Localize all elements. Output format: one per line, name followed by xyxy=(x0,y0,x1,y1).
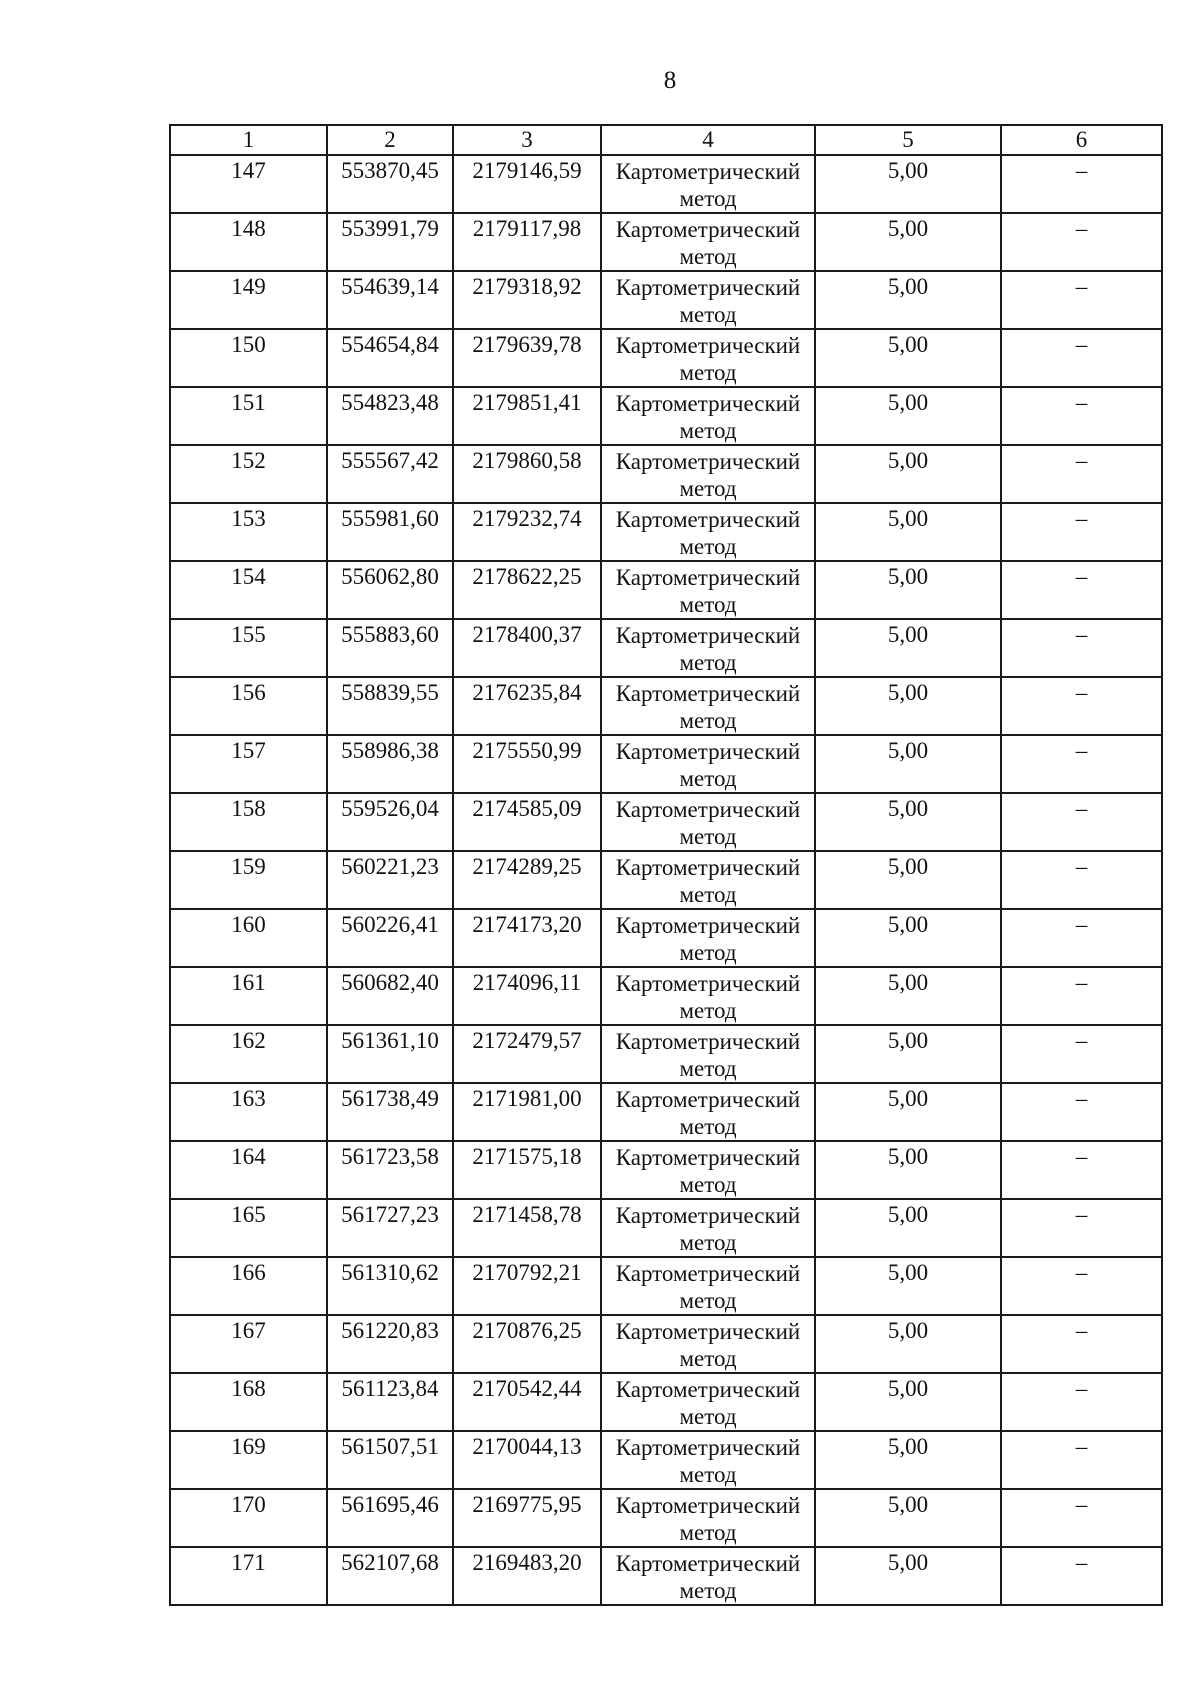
table-row xyxy=(170,1373,1162,1431)
note-cell: – xyxy=(1001,271,1162,329)
method-cell: Картометрический метод xyxy=(601,677,815,735)
method-cell: Картометрический метод xyxy=(601,1141,815,1199)
method-cell: Картометрический метод xyxy=(601,1315,815,1373)
header-col-2: 2 xyxy=(327,125,453,155)
method-cell: Картометрический метод xyxy=(601,1489,815,1547)
table-row xyxy=(170,1025,1162,1083)
x-coordinate-cell: 554823,48 xyxy=(327,387,453,445)
method-cell: Картометрический метод xyxy=(601,561,815,619)
x-coordinate-cell: 561695,46 xyxy=(327,1489,453,1547)
x-coordinate-cell: 561507,51 xyxy=(327,1431,453,1489)
table-row xyxy=(170,1431,1162,1489)
point-number-cell: 147 xyxy=(170,155,327,213)
point-number-cell: 166 xyxy=(170,1257,327,1315)
table-row xyxy=(170,793,1162,851)
point-number-cell: 155 xyxy=(170,619,327,677)
accuracy-cell: 5,00 xyxy=(815,503,1001,561)
y-coordinate-cell: 2178400,37 xyxy=(453,619,601,677)
y-coordinate-cell: 2179232,74 xyxy=(453,503,601,561)
accuracy-cell: 5,00 xyxy=(815,329,1001,387)
table-row xyxy=(170,1141,1162,1199)
table-row xyxy=(170,271,1162,329)
point-number-cell: 156 xyxy=(170,677,327,735)
method-cell: Картометрический метод xyxy=(601,445,815,503)
x-coordinate-cell: 561738,49 xyxy=(327,1083,453,1141)
x-coordinate-cell: 558986,38 xyxy=(327,735,453,793)
point-number-cell: 149 xyxy=(170,271,327,329)
method-cell: Картометрический метод xyxy=(601,155,815,213)
method-cell: Картометрический метод xyxy=(601,1025,815,1083)
table-row xyxy=(170,1489,1162,1547)
accuracy-cell: 5,00 xyxy=(815,1083,1001,1141)
point-number-cell: 170 xyxy=(170,1489,327,1547)
point-number-cell: 163 xyxy=(170,1083,327,1141)
y-coordinate-cell: 2169775,95 xyxy=(453,1489,601,1547)
table-row xyxy=(170,967,1162,1025)
point-number-cell: 159 xyxy=(170,851,327,909)
y-coordinate-cell: 2179851,41 xyxy=(453,387,601,445)
point-number-cell: 151 xyxy=(170,387,327,445)
method-cell: Картометрический метод xyxy=(601,1431,815,1489)
accuracy-cell: 5,00 xyxy=(815,851,1001,909)
accuracy-cell: 5,00 xyxy=(815,619,1001,677)
y-coordinate-cell: 2170876,25 xyxy=(453,1315,601,1373)
y-coordinate-cell: 2170044,13 xyxy=(453,1431,601,1489)
table-row xyxy=(170,155,1162,213)
table-row xyxy=(170,503,1162,561)
note-cell: – xyxy=(1001,851,1162,909)
note-cell: – xyxy=(1001,1431,1162,1489)
method-cell: Картометрический метод xyxy=(601,271,815,329)
accuracy-cell: 5,00 xyxy=(815,387,1001,445)
table-row xyxy=(170,561,1162,619)
accuracy-cell: 5,00 xyxy=(815,1141,1001,1199)
note-cell: – xyxy=(1001,735,1162,793)
point-number-cell: 154 xyxy=(170,561,327,619)
note-cell: – xyxy=(1001,967,1162,1025)
y-coordinate-cell: 2179117,98 xyxy=(453,213,601,271)
accuracy-cell: 5,00 xyxy=(815,155,1001,213)
x-coordinate-cell: 562107,68 xyxy=(327,1547,453,1605)
table-row xyxy=(170,1547,1162,1605)
accuracy-cell: 5,00 xyxy=(815,1431,1001,1489)
header-col-6: 6 xyxy=(1001,125,1162,155)
note-cell: – xyxy=(1001,213,1162,271)
note-cell: – xyxy=(1001,1489,1162,1547)
method-cell: Картометрический метод xyxy=(601,619,815,677)
accuracy-cell: 5,00 xyxy=(815,1489,1001,1547)
header-col-3: 3 xyxy=(453,125,601,155)
x-coordinate-cell: 560226,41 xyxy=(327,909,453,967)
table-row xyxy=(170,213,1162,271)
note-cell: – xyxy=(1001,1199,1162,1257)
point-number-cell: 152 xyxy=(170,445,327,503)
header-col-5: 5 xyxy=(815,125,1001,155)
y-coordinate-cell: 2179318,92 xyxy=(453,271,601,329)
note-cell: – xyxy=(1001,909,1162,967)
x-coordinate-cell: 553991,79 xyxy=(327,213,453,271)
note-cell: – xyxy=(1001,619,1162,677)
x-coordinate-cell: 561723,58 xyxy=(327,1141,453,1199)
method-cell: Картометрический метод xyxy=(601,1547,815,1605)
point-number-cell: 153 xyxy=(170,503,327,561)
header-col-4: 4 xyxy=(601,125,815,155)
method-cell: Картометрический метод xyxy=(601,329,815,387)
note-cell: – xyxy=(1001,677,1162,735)
method-cell: Картометрический метод xyxy=(601,213,815,271)
method-cell: Картометрический метод xyxy=(601,1257,815,1315)
table-row xyxy=(170,851,1162,909)
table-row xyxy=(170,329,1162,387)
table-row xyxy=(170,677,1162,735)
x-coordinate-cell: 555567,42 xyxy=(327,445,453,503)
note-cell: – xyxy=(1001,1025,1162,1083)
point-number-cell: 169 xyxy=(170,1431,327,1489)
accuracy-cell: 5,00 xyxy=(815,1025,1001,1083)
x-coordinate-cell: 554639,14 xyxy=(327,271,453,329)
point-number-cell: 168 xyxy=(170,1373,327,1431)
header-col-1: 1 xyxy=(170,125,327,155)
y-coordinate-cell: 2174096,11 xyxy=(453,967,601,1025)
x-coordinate-cell: 556062,80 xyxy=(327,561,453,619)
x-coordinate-cell: 561220,83 xyxy=(327,1315,453,1373)
y-coordinate-cell: 2179146,59 xyxy=(453,155,601,213)
point-number-cell: 165 xyxy=(170,1199,327,1257)
y-coordinate-cell: 2172479,57 xyxy=(453,1025,601,1083)
point-number-cell: 158 xyxy=(170,793,327,851)
note-cell: – xyxy=(1001,329,1162,387)
accuracy-cell: 5,00 xyxy=(815,561,1001,619)
method-cell: Картометрический метод xyxy=(601,851,815,909)
point-number-cell: 162 xyxy=(170,1025,327,1083)
accuracy-cell: 5,00 xyxy=(815,1373,1001,1431)
method-cell: Картометрический метод xyxy=(601,735,815,793)
method-cell: Картометрический метод xyxy=(601,387,815,445)
accuracy-cell: 5,00 xyxy=(815,1547,1001,1605)
y-coordinate-cell: 2175550,99 xyxy=(453,735,601,793)
note-cell: – xyxy=(1001,503,1162,561)
table-header xyxy=(170,125,1162,155)
note-cell: – xyxy=(1001,1315,1162,1373)
method-cell: Картометрический метод xyxy=(601,1373,815,1431)
accuracy-cell: 5,00 xyxy=(815,1315,1001,1373)
note-cell: – xyxy=(1001,155,1162,213)
point-number-cell: 161 xyxy=(170,967,327,1025)
method-cell: Картометрический метод xyxy=(601,1199,815,1257)
accuracy-cell: 5,00 xyxy=(815,213,1001,271)
accuracy-cell: 5,00 xyxy=(815,1199,1001,1257)
y-coordinate-cell: 2174173,20 xyxy=(453,909,601,967)
point-number-cell: 150 xyxy=(170,329,327,387)
note-cell: – xyxy=(1001,561,1162,619)
table-row xyxy=(170,387,1162,445)
note-cell: – xyxy=(1001,387,1162,445)
note-cell: – xyxy=(1001,1373,1162,1431)
x-coordinate-cell: 561727,23 xyxy=(327,1199,453,1257)
x-coordinate-cell: 560221,23 xyxy=(327,851,453,909)
point-number-cell: 164 xyxy=(170,1141,327,1199)
y-coordinate-cell: 2176235,84 xyxy=(453,677,601,735)
x-coordinate-cell: 561361,10 xyxy=(327,1025,453,1083)
point-number-cell: 157 xyxy=(170,735,327,793)
note-cell: – xyxy=(1001,445,1162,503)
table-row xyxy=(170,445,1162,503)
point-number-cell: 160 xyxy=(170,909,327,967)
x-coordinate-cell: 555883,60 xyxy=(327,619,453,677)
note-cell: – xyxy=(1001,1547,1162,1605)
method-cell: Картометрический метод xyxy=(601,967,815,1025)
table-row xyxy=(170,1083,1162,1141)
y-coordinate-cell: 2169483,20 xyxy=(453,1547,601,1605)
x-coordinate-cell: 560682,40 xyxy=(327,967,453,1025)
y-coordinate-cell: 2174585,09 xyxy=(453,793,601,851)
point-number-cell: 171 xyxy=(170,1547,327,1605)
note-cell: – xyxy=(1001,1141,1162,1199)
point-number-cell: 167 xyxy=(170,1315,327,1373)
x-coordinate-cell: 558839,55 xyxy=(327,677,453,735)
y-coordinate-cell: 2171575,18 xyxy=(453,1141,601,1199)
point-number-cell: 148 xyxy=(170,213,327,271)
y-coordinate-cell: 2171458,78 xyxy=(453,1199,601,1257)
accuracy-cell: 5,00 xyxy=(815,909,1001,967)
y-coordinate-cell: 2179860,58 xyxy=(453,445,601,503)
method-cell: Картометрический метод xyxy=(601,503,815,561)
accuracy-cell: 5,00 xyxy=(815,271,1001,329)
accuracy-cell: 5,00 xyxy=(815,445,1001,503)
y-coordinate-cell: 2179639,78 xyxy=(453,329,601,387)
x-coordinate-cell: 553870,45 xyxy=(327,155,453,213)
y-coordinate-cell: 2174289,25 xyxy=(453,851,601,909)
table-row xyxy=(170,1315,1162,1373)
table-row xyxy=(170,735,1162,793)
table-body xyxy=(170,155,1162,1605)
accuracy-cell: 5,00 xyxy=(815,1257,1001,1315)
x-coordinate-cell: 561123,84 xyxy=(327,1373,453,1431)
accuracy-cell: 5,00 xyxy=(815,967,1001,1025)
accuracy-cell: 5,00 xyxy=(815,793,1001,851)
method-cell: Картометрический метод xyxy=(601,1083,815,1141)
accuracy-cell: 5,00 xyxy=(815,735,1001,793)
method-cell: Картометрический метод xyxy=(601,793,815,851)
header-row xyxy=(170,125,1162,155)
x-coordinate-cell: 559526,04 xyxy=(327,793,453,851)
y-coordinate-cell: 2170792,21 xyxy=(453,1257,601,1315)
note-cell: – xyxy=(1001,793,1162,851)
x-coordinate-cell: 555981,60 xyxy=(327,503,453,561)
accuracy-cell: 5,00 xyxy=(815,677,1001,735)
coordinates-table xyxy=(169,124,1163,1606)
note-cell: – xyxy=(1001,1083,1162,1141)
note-cell: – xyxy=(1001,1257,1162,1315)
table-row xyxy=(170,909,1162,967)
table-row xyxy=(170,1257,1162,1315)
table-row xyxy=(170,1199,1162,1257)
table-row xyxy=(170,619,1162,677)
x-coordinate-cell: 554654,84 xyxy=(327,329,453,387)
y-coordinate-cell: 2171981,00 xyxy=(453,1083,601,1141)
y-coordinate-cell: 2170542,44 xyxy=(453,1373,601,1431)
y-coordinate-cell: 2178622,25 xyxy=(453,561,601,619)
x-coordinate-cell: 561310,62 xyxy=(327,1257,453,1315)
method-cell: Картометрический метод xyxy=(601,909,815,967)
page-number: 8 xyxy=(663,67,677,94)
